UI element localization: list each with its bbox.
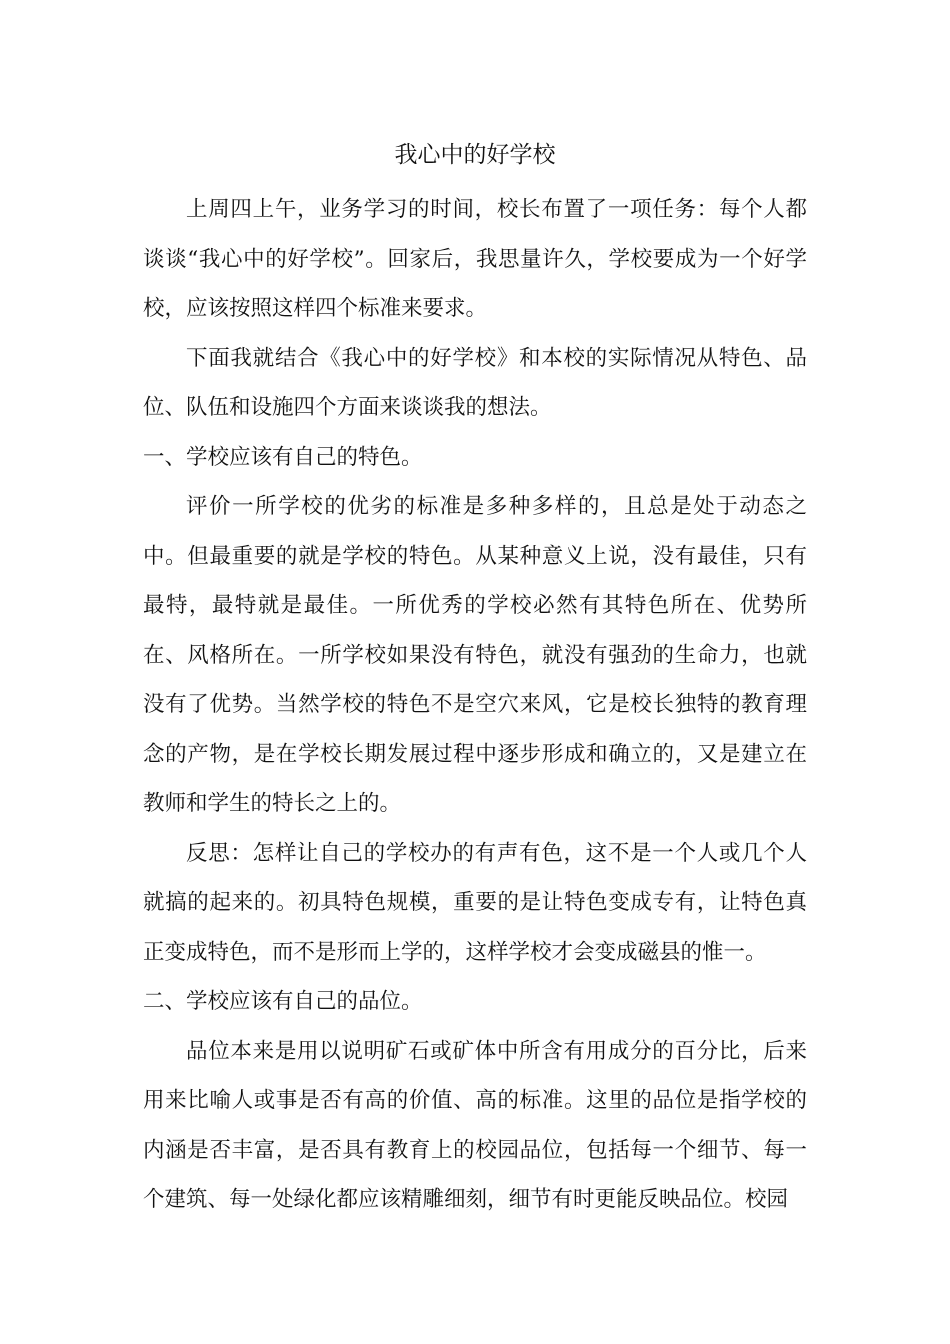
section-heading-quality: 二、学校应该有自己的品位。 [143, 989, 423, 1014]
section-heading-features: 一、学校应该有自己的特色。 [143, 444, 423, 470]
document-title: 我心中的好学校 [394, 142, 556, 168]
paragraph-quality: 品位本来是用以说明矿石或矿体中所含有用成分的百分比，后来用来比喻人或事是否有高的价值、高的标准。这里的品位是指学校的内涵是否丰富，是否具有教育上的校园品位，包括每一个细节、每一个建筑、每一处绿化都应该精雕细刻，细节有时更能反映品位。校园 [143, 1038, 807, 1212]
paragraph-reflection: 反思：怎样让自己的学校办的有声有色，这不是一个人或几个人就搞的起来的。初具特色规模，重要的是让特色变成专有，让特色真正变成特色，而不是形而上学的，这样学校才会变成磁县的惟一。 [143, 840, 807, 965]
paragraph-overview: 下面我就结合《我心中的好学校》和本校的实际情况从特色、品位、队伍和设施四个方面来谈谈我的想法。 [143, 345, 807, 420]
paragraph-intro: 上周四上午，业务学习的时间，校长布置了一项任务：每个人都谈谈“我心中的好学校”。回家后，我思量许久，学校要成为一个好学校，应该按照这样四个标准来要求。 [143, 197, 807, 321]
paragraph-features: 评价一所学校的优劣的标准是多种多样的，且总是处于动态之中。但最重要的就是学校的特色。从某种意义上说，没有最佳，只有最特，最特就是最佳。一所优秀的学校必然有其特色所在、优势所在、风格所在。一所学校如果没有特色，就没有强劲的生命力，也就没有了优势。当然学校的特色不是空穴来风，它是校长独特的教育理念的产物，是在学校长期发展过程中逐步形成和确立的，又是建立在教师和学生的特长之上的。 [143, 494, 807, 816]
document-body [143, 185, 807, 1225]
